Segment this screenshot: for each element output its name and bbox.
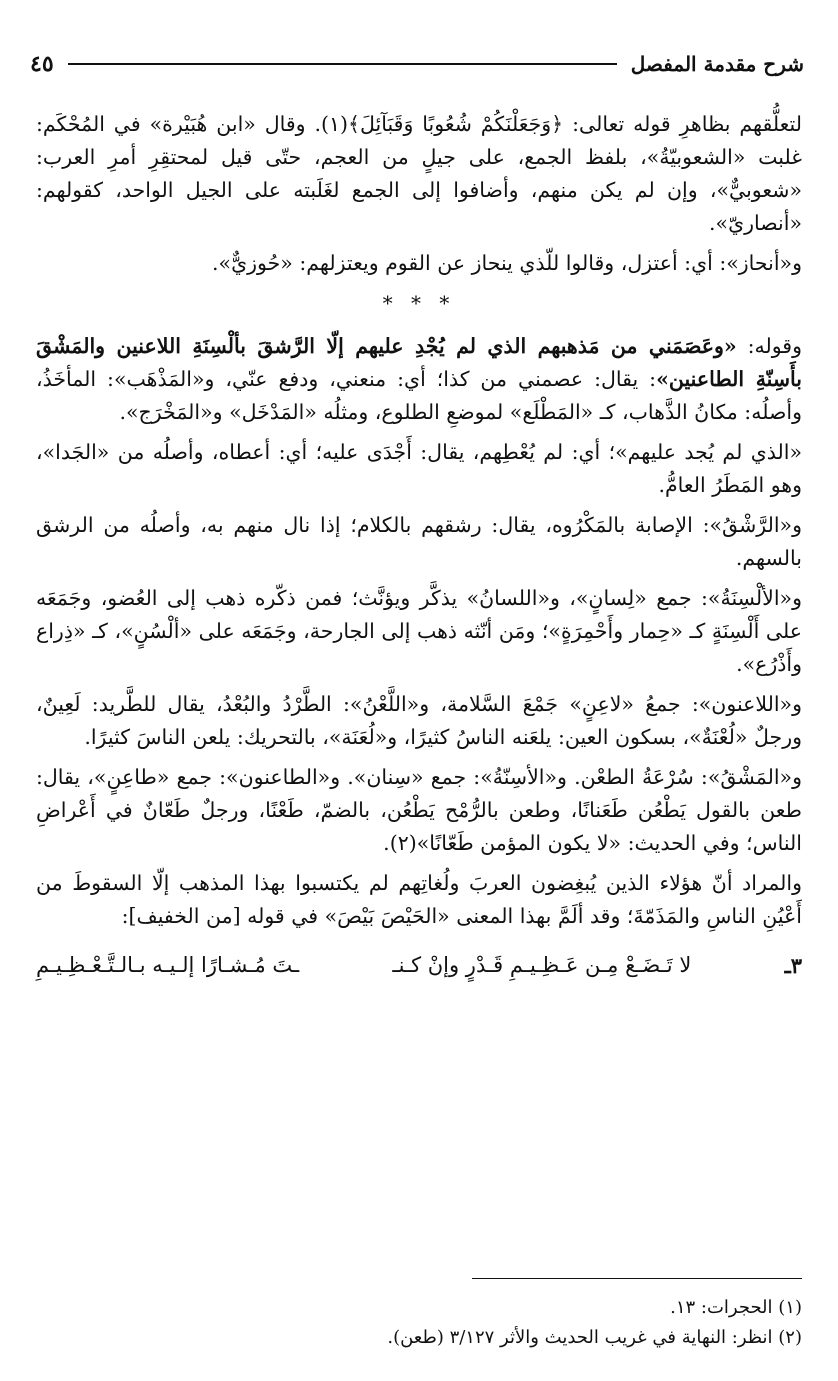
- paragraph-alsina: و«الألْسِنَةُ»: جمع «لِسانٍ»، و«اللسانُ» يذكَّر ويؤنَّث؛ فمن ذكّره ذهب إلى العُضو، وجَمَعَه على أَلْسِنَةٍ كـ «حِمار وأَحْمِرَةٍ»؛ ومَن أنّثه ذهب إلى الجارحة، وجَمَعَه على «ألْسُنٍ»، كـ «ذِراع وأَذْرُع».: [36, 586, 802, 676]
- poetry-verse: [36, 949, 802, 982]
- paragraph-anhaz: و«أنحاز»: أي: أعتزل، وقالوا للّذي ينحاز عن القوم ويعتزلهم: «حُوزيٌّ».: [212, 251, 802, 275]
- quoted-phrase: «وعَصَمَني من مَذهبهم الذي لم يُجْدِ عليهم إلّا الرَّشقَ بألْسِنَةِ اللاعنين والمَشْقَ بأَسِنّةِ الطاعنين»: [36, 334, 802, 391]
- page-number: ٤٥: [30, 51, 54, 77]
- section-separator: * * *: [382, 291, 456, 315]
- quote-lead: وقوله:: [736, 334, 803, 358]
- verse-second-hemistich: ـتَ مُـشـارًا إلـيـه بـالـتَّـعْـظِـيـمِ: [36, 953, 300, 977]
- paragraph-quote-explanation: [36, 330, 802, 429]
- body-text: [36, 108, 802, 982]
- footnote-1: (١) الحجرات: ١٣.: [670, 1297, 802, 1318]
- paragraph-lam-yujdi: «الذي لم يُجد عليهم»؛ أي: لم يُعْطِهم، يقال: أَجْدَى عليه؛ أي: أعطاه، وأصلُه من «الجَدا»، وهو المَطَرُ العامُّ.: [36, 440, 802, 497]
- verse-number: ٣ـ: [784, 953, 802, 978]
- quote-commentary: : يقال: عصمني من كذا؛ أي: منعني، ودفع عنّي، و«المَذْهَب»: المأخَذُ، وأصلُه: مكانُ الذَّهاب، كـ «المَطْلَع» لموضعِ الطلوع، ومثلُه «المَدْخَل» و«المَخْرَج».: [36, 367, 802, 424]
- footnotes: [36, 1278, 802, 1353]
- paragraph-shuubiyya: لتعلُّقهم بظاهرِ قوله تعالى: ﴿وَجَعَلْنَكُمْ شُعُوبًا وَقَبَآئِلَ﴾(١). وقال «ابن هُبَيْرة» في المُحْكَم: غلبت «الشعوبيّةُ»، بلفظ الجمع، على جيلٍ من العجم، حتّى قيل لمحتقِرِ أمرِ العرب: «شعوبيٌّ»، وإن لم يكن منهم، وأضافوا إلى الجمع لغَلَبته على الجيل الواحد، كقولهم: «أنصاريّ».: [36, 112, 802, 235]
- verse-first-hemistich: لا تَـضَـعْ مِـن عَـظِـيـمِ قَـدْرٍ وإنْ كـنـ: [392, 953, 692, 977]
- footnote-rule: [472, 1278, 802, 1279]
- paragraph-meaning: والمراد أنّ هؤلاء الذين يُبغِضون العربَ ولُغاتِهم لم يكتسبوا بهذا المذهب إلّا السقوطَ من أَعْيُنِ الناسِ والمَذَمّةَ؛ وقد ألَمَّ بهذا المعنى «الحَيْصَ بَيْصَ» في قوله [من الخفيف]:: [36, 871, 802, 928]
- page-header: [30, 46, 804, 82]
- footnote-2: (٢) انظر: النهاية في غريب الحديث والأثر ٣/١٢٧ (طعن).: [387, 1327, 802, 1348]
- paragraph-mashq: و«المَشْقُ»: سُرْعَةُ الطعْن. و«الأسِنّةُ»: جمع «سِنان». و«الطاعنون»: جمع «طاعِنٍ»، يقال: طعن بالقول يَطْعُن طَعَنانًا، وطعن بالرُّمْح يَطْعُن، بالضمّ، طَعْنًا، ورجلٌ طَعّانٌ في أَعْراضِ الناس؛ وفي الحديث: «لا يكون المؤمن طَعّانًا»(٢).: [36, 765, 802, 855]
- running-title: شرح مقدمة المفصل: [630, 52, 804, 76]
- header-rule: [68, 63, 617, 65]
- paragraph-laainun: و«اللاعنون»: جمعُ «لاعِنٍ» جَمْعَ السَّلامة، و«اللَّعْنُ»: الطَّرْدُ والبُعْدُ، يقال للطَّريد: لَعِينٌ، ورجلٌ «لُعْنَةٌ»، بسكون العين: يلعَنه الناسُ كثيرًا، و«لُعَنَة»، بالتحريك: يلعن الناسَ كثيرًا.: [36, 692, 802, 749]
- paragraph-rashq: و«الرَّشْقُ»: الإصابة بالمَكْرُوه، يقال: رشقهم بالكلام؛ إذا نال منهم به، وأصلُه من الرشق بالسهم.: [36, 513, 802, 570]
